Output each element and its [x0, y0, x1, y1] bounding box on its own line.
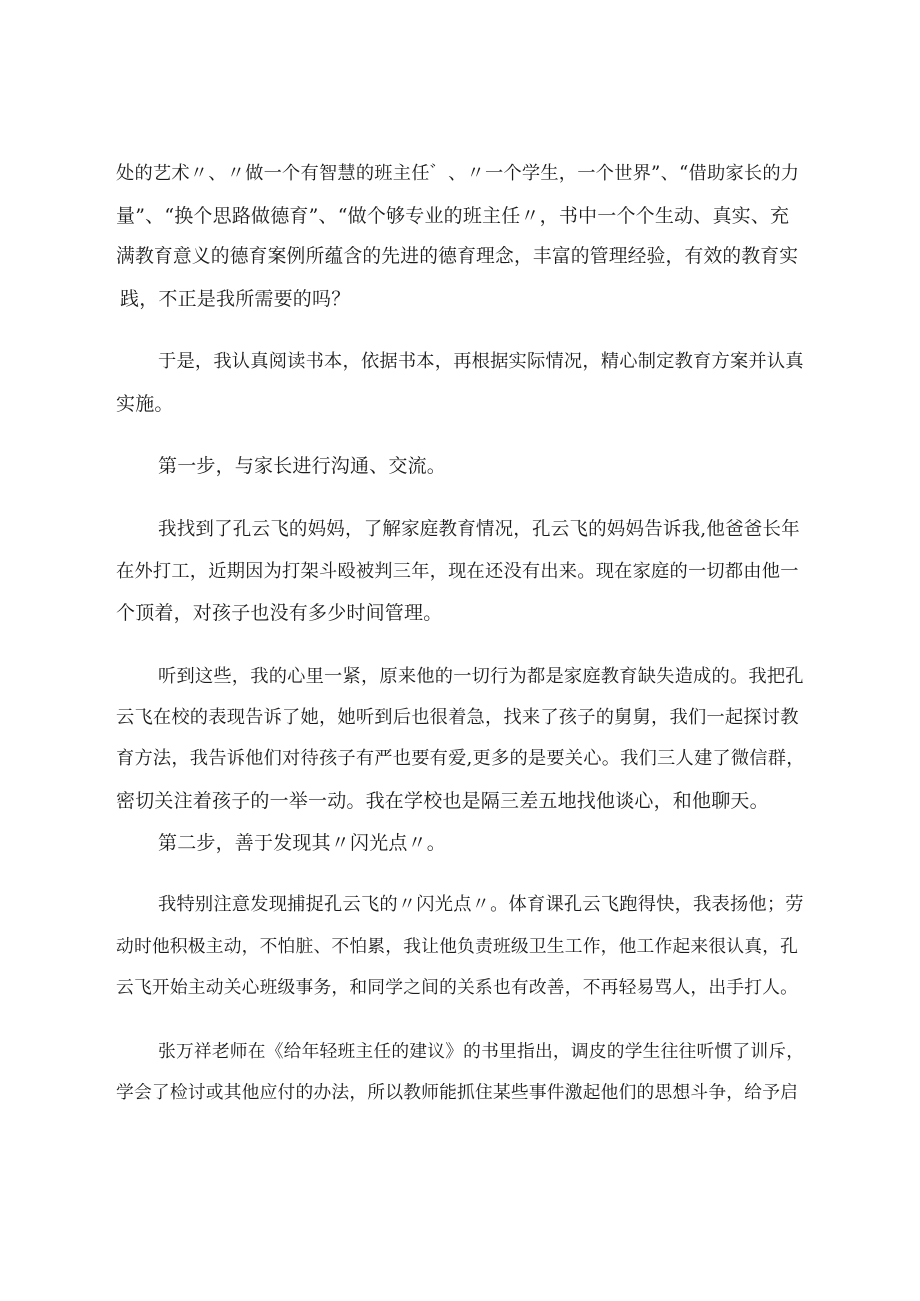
text-line: 云飞在校的表现告诉了她，她听到后也很着急，找来了孩子的舅舅，我们一起探讨教	[116, 707, 799, 728]
text-line: 量”、“换个思路做德育”、“做个够专业的班主任〃，书中一个个生动、真实、充	[116, 205, 790, 227]
text-line: 第二步，善于发现其〃闪光点〃。	[158, 832, 447, 854]
text-line: 云飞开始主动关心班级事务，和同学之间的关系也有改善，不再轻易骂人，出手打人。	[116, 978, 799, 998]
text-line: 第一步，与家长进行沟通、交流。	[158, 455, 447, 477]
text-line: 密切关注着孩子的一举一动。我在学校也是隔三差五地找他谈心，和他聊天。	[116, 790, 769, 812]
text-line: 于是，我认真阅读书本，依据书本，再根据实际情况，精心制定教育方案并认真	[158, 351, 804, 372]
text-line: 动时他积极主动，不怕脏、不怕累，我让他负责班级卫生工作，他工作起来很认真，孔	[116, 937, 799, 957]
text-line: 听到这些，我的心里一紧，原来他的一切行为都是家庭教育缺失造成的。我把孔	[158, 666, 804, 687]
text-line: 践，不正是我所需要的吗？	[120, 288, 351, 310]
text-line: 处的艺术〃、〃做一个有智慧的班主任゛、〃一个学生，一个世界”、“借助家长的力	[116, 163, 800, 184]
text-line: 在外打工，近期因为打架斗殴被判三年，现在还没有出来。现在家庭的一切都由他一	[116, 561, 799, 582]
text-line: 个顶着，对孩子也没有多少时间管理。	[116, 602, 443, 624]
text-line: 满教育意义的德育案例所蕴含的先进的德育理念，丰富的管理经验，有效的教育实	[116, 246, 799, 267]
text-line: 我特别注意发现捕捉孔云飞的〃闪光点〃。体育课孔云飞跑得快，我表扬他；劳	[158, 894, 804, 915]
text-line: 我找到了孔云飞的妈妈，了解家庭教育情况，孔云飞的妈妈告诉我,他爸爸长年	[158, 519, 800, 540]
text-line: 张万祥老师在《给年轻班主任的建议》的书里指出，调皮的学生往往听惯了训斥，	[158, 1042, 805, 1062]
text-line: 学会了检讨或其他应付的办法，所以教师能抓住某些事件激起他们的思想斗争，给予启	[116, 1083, 799, 1103]
text-line: 育方法，我告诉他们对待孩子有严也要有爱,更多的是要关心。我们三人建了微信群，	[116, 748, 805, 769]
text-line: 实施。	[116, 393, 174, 415]
